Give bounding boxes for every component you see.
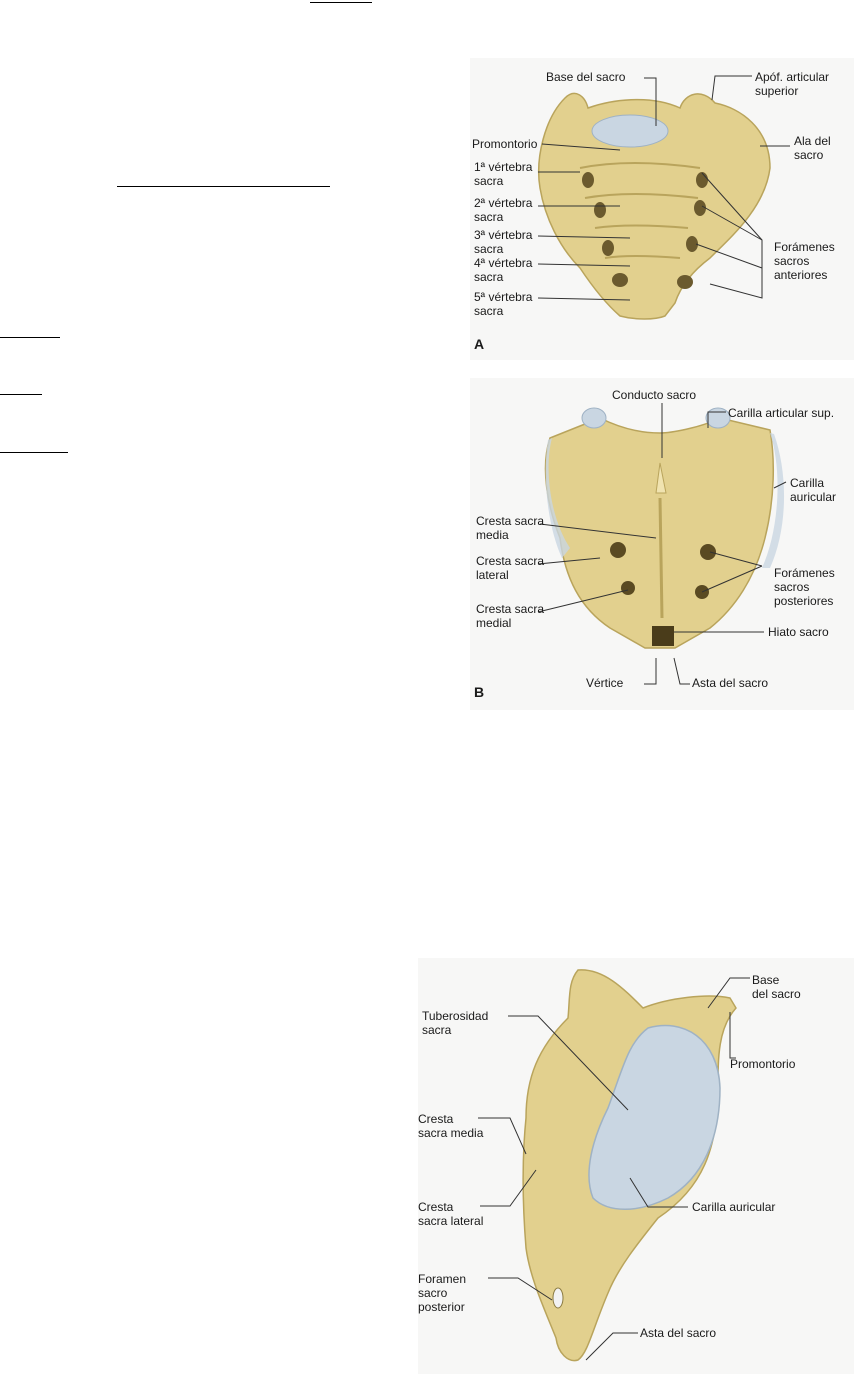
- label-c-carilla-auricular: Carilla auricular: [692, 1200, 776, 1214]
- label-c-tuberosidad-sacra: Tuberosidad sacra: [422, 1009, 489, 1037]
- label-cresta-sacra-lateral: Cresta sacra lateral: [476, 554, 545, 582]
- note-underline-2: [0, 394, 42, 395]
- label-c-promontorio: Promontorio: [730, 1057, 796, 1071]
- figure-c-lateral-view: [418, 958, 854, 1374]
- label-conducto-sacro: Conducto sacro: [612, 388, 697, 402]
- heading-underline: [310, 2, 372, 3]
- label-c-cresta-sacra-media: Cresta sacra media: [418, 1112, 484, 1140]
- label-c-base-del-sacro: Base del sacro: [752, 973, 801, 1001]
- figure-letter-a: A: [474, 336, 485, 352]
- label-ala-del-sacro: Ala del sacro: [794, 134, 831, 162]
- label-apof-articular: Apóf. articular superior: [755, 70, 830, 98]
- figure-a-anterior-view: [470, 58, 854, 360]
- label-vertebra-4: 4ª vértebra sacra: [474, 256, 533, 284]
- label-carilla-articular-sup: Carilla articular sup.: [728, 406, 835, 420]
- figure-b-posterior-view: [470, 378, 854, 710]
- label-cresta-sacra-medial: Cresta sacra medial: [476, 602, 545, 630]
- label-foramenes-anteriores: Forámenes sacros anteriores: [774, 240, 835, 282]
- label-c-foramen-sacro-posterior: Foramen sacro posterior: [418, 1272, 467, 1314]
- label-vertebra-3: 3ª vértebra sacra: [474, 228, 533, 256]
- label-foramenes-posteriores: Forámenes sacros posteriores: [774, 566, 835, 608]
- label-c-asta-del-sacro: Asta del sacro: [640, 1326, 717, 1340]
- label-carilla-auricular: Carilla auricular: [790, 476, 837, 504]
- label-hiato-sacro: Hiato sacro: [768, 625, 829, 639]
- label-asta-del-sacro: Asta del sacro: [692, 676, 769, 690]
- sacrum-posterior-illustration: [470, 378, 854, 710]
- subheading-underline: [117, 186, 330, 187]
- note-underline-3: [0, 452, 68, 453]
- note-underline-1: [0, 337, 60, 338]
- label-vertice: Vértice: [586, 676, 624, 690]
- label-vertebra-1: 1ª vértebra sacra: [474, 160, 533, 188]
- label-c-cresta-sacra-lateral: Cresta sacra lateral: [418, 1200, 484, 1228]
- label-base-del-sacro: Base del sacro: [546, 70, 626, 84]
- figure-letter-b: B: [474, 684, 485, 700]
- label-vertebra-2: 2ª vértebra sacra: [474, 196, 533, 224]
- label-promontorio: Promontorio: [472, 137, 538, 151]
- label-cresta-sacra-media: Cresta sacra media: [476, 514, 545, 542]
- label-vertebra-5: 5ª vértebra sacra: [474, 290, 533, 318]
